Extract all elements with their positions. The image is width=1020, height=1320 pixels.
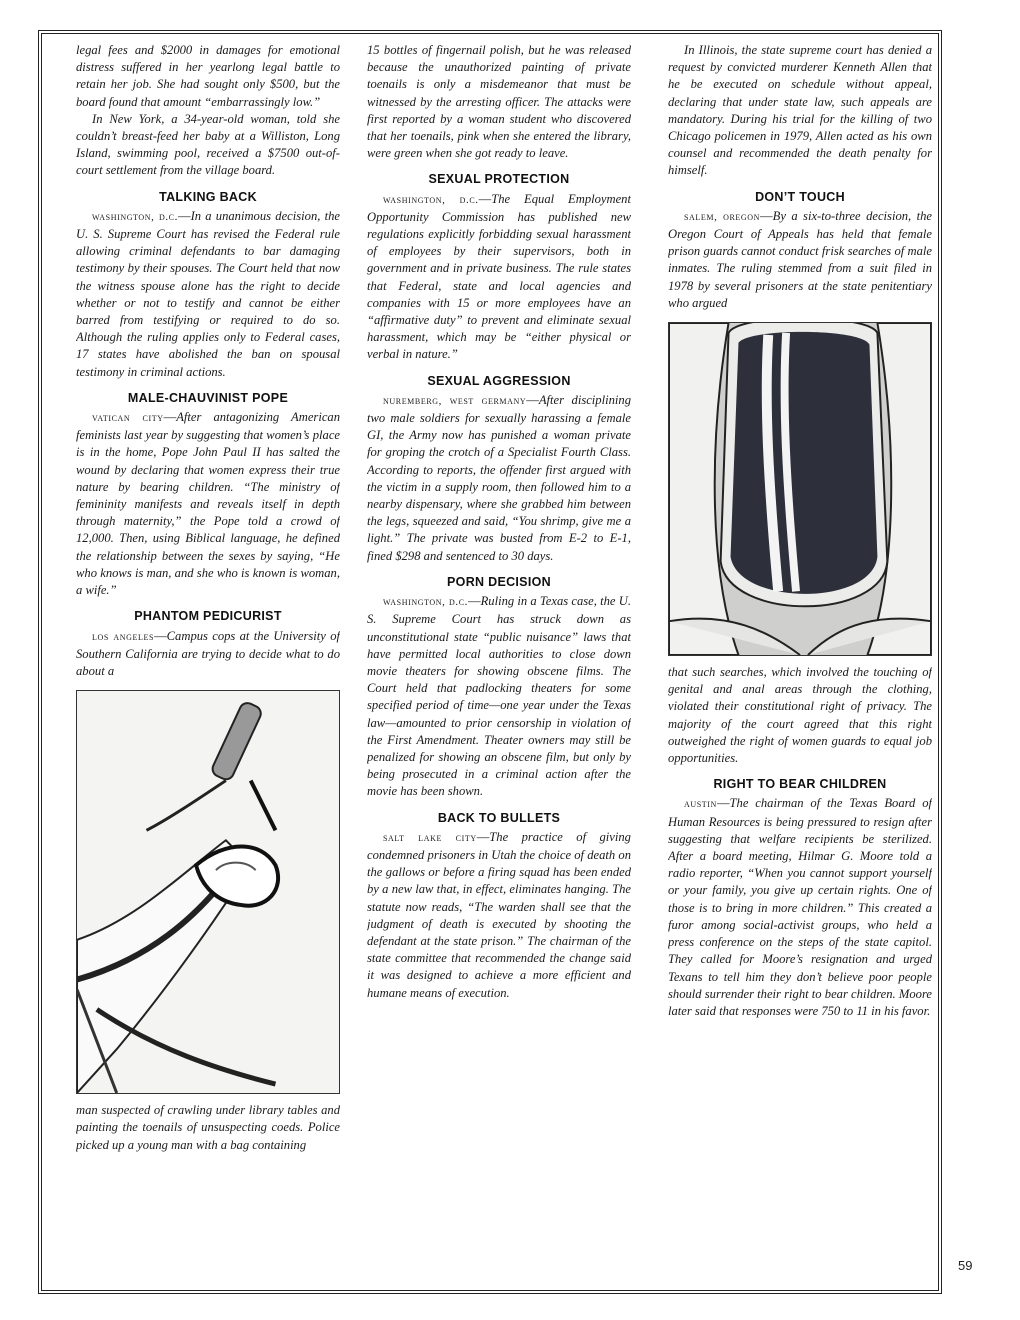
article-heading: DON’T TOUCH [755,189,845,204]
column-3: In Illinois, the state supreme court has denied a request by convicted murderer Kenneth Allen that he be executed on schedule without appeal, declaring that under state law, such appeals are mandatory. During his trial for the killing of two Chicago policemen in 1979, Allen acted as his own counsel and recommended the death penalty for himself. DON’T TOUCH salem, oregon—By a six-to-three decision, the Oregon Court of Appeals has held that female prison guards cannot conduct frisk searches of male inmates. The ruling stemmed from a suit filed in 1978 by several prisoners at the state penitentiary who argued that such searches, which involved the touching of genital and anal areas through the clothing, violated their constitutional right of privacy. The majority of the court agreed that this right outweighed the right of women guards to equal job opportunities. RIGHT TO BEAR CHILDREN austin—The chairman of the Texas Board of Human Resources is being pressured to resign after suggesting that welfare recipients be sterilized. After a board meeting, Hilmar G. Moore told a radio reporter, “When you cannot support yourself or your family, you give up certain rights. One of those is to bring in more children.” This created a furor among social-activist groups, who held a press conference on the steps of the state capitol. They called for Moore’s resignation and urged Texans to tell him they don’t believe poor people should surrender their right to bear children. Moore later said that responses were 750 to 11 in his favor. [668,43,932,1018]
dateline: nuremberg, west germany [383,394,527,407]
article-body: The practice of giving condemned prisoners in Utah the choice of death on the gallows or before a firing squad has been ended by a new law that, in effect, eliminates hanging. The statute now reads, “The warden shall see that the judgment of death is executed by shooting the defendant at the state prison.” The chairman of the state committee that recommended the change said it was designed to achieve a more efficient and humane means of execution. [367,829,631,1000]
column-2: 15 bottles of fingernail polish, but he was released because the unauthorized painting of private toenails is only a misdemeanor that must be witnessed by the arresting officer. The attacks were first reported by a woman student who discovered that her toenails, pink when she entered the library, were green when she got ready to leave. SEXUAL PROTECTION washington, d.c.—The Equal Employment Opportunity Commission has published new regulations explicitly forbidding sexual harassment of employees by their supervisors, both in government and in private business. The rule states that Federal, state and local agencies and companies with 15 or more employees have an “affirmative duty” to prevent and eliminate sexual harassment, which may be “either physical or verbal in nature.” SEXUAL AGGRESSION nuremberg, west germany—After disciplining two male soldiers for sexually harassing a female GI, the Army now has punished a woman private for groping the crotch of a Specialist Fourth Class. According to reports, the offender first argued with the victim in a supply room, then followed him to a nearby dispensary, where she grabbed him between the legs, squeezed and said, “You shrimp, give me a light.” The private was busted from E-2 to E-1, fined $298 and sentenced to 30 days. PORN DECISION washington, d.c.—Ruling in a Texas case, the U. S. Supreme Court has struck down as unconstitutional state “public nuisance” laws that have permitted local authorities to close down movie theaters for showing obscene films. The Court held that padlocking theaters for some specified period of time—one year under the Texas law—amounted to prior censorship in violation of the First Amendment. Theater owners may still be penalized for showing an obscene film, but only by being prosecuted in a criminal action after the movie has been shown. BACK TO BULLETS salt lake city—The practice of giving condemned prisoners in Utah the choice of death on the gallows or before a firing squad has been ended by a new law that, in effect, eliminates hanging. The statute now reads, “The warden shall see that the judgment of death is executed by shooting the defendant at the state prison.” The chairman of the state committee that recommended the change said it was designed to achieve a more efficient and humane means of execution. [367,43,631,1000]
article-body: The Equal Employment Opportunity Commission has published new regulations explicitly forbidding sexual harassment of employees by their supervisors, both in government and in private business. The rule states that Federal, state and local agencies and companies with 15 or more employees have an “affirmative duty” to prevent and eliminate sexual harassment, which may be “either physical or verbal in nature.” [367,191,631,362]
article-body: The chairman of the Texas Board of Human Resources is being pressured to resign after suggesting that welfare recipients be sterilized. After a board meeting, Hilmar G. Moore told a radio reporter, “When you cannot support yourself or your family, you give up certain rights. One of those is to bring in more children.” This created a furor among social-activist groups, who held a press conference on the steps of the state capitol. They called for Moore’s resignation and urged Texans to tell him they don’t believe poor people should surrender their right to bear children. Moore later said that responses were 750 to 11 in his favor. [668,796,932,1018]
dateline: salt lake city [383,831,477,844]
dateline: washington, d.c. [92,210,178,223]
nail-polish-illustration [76,690,340,1094]
dateline: austin [684,798,717,811]
article-heading: PORN DECISION [447,574,551,589]
article-body: After disciplining two male soldiers for sexually harassing a female GI, the Army now has punished a woman private for groping the crotch of a Specialist Fourth Class. According to reports, the offender first argued with the victim in a supply room, then followed him to a nearby dispensary, where she grabbed him between the legs, squeezed and said, “You shrimp, give me a light.” The private was busted from E-2 to E-1, fined $298 and sentenced to 30 days. [367,392,631,563]
article-body: By a six-to-three decision, the Oregon Court of Appeals has held that female prison guards cannot conduct frisk searches of male inmates. The ruling stemmed from a suit filed in 1978 by several prisoners at the state penitentiary who argued [668,208,932,310]
article-body: 15 bottles of fingernail polish, but he was released because the unauthorized painting of private toenails is only a misdemeanor that must be witnessed by the arresting officer. The attacks were first reported by a woman student who discovered that her toenails, pink when she entered the library, were green when she got ready to leave. [367,43,631,161]
article-heading: RIGHT TO BEAR CHILDREN [713,777,887,792]
article-heading: SEXUAL AGGRESSION [427,373,571,388]
dateline: los angeles [92,630,155,643]
article-heading: TALKING BACK [159,189,257,204]
article-body: Ruling in a Texas case, the U. S. Supreme Court has struck down as unconstitutional state “public nuisance” laws that have permitted local authorities to close down movie theaters for showing obscene films. The Court held that padlocking theaters for some specified period of time—one year under the Texas law—amounted to prior censorship in violation of the First Amendment. Theater owners may still be penalized for showing an obscene film, but only by being prosecuted in a criminal action after the movie has been shown. [367,594,631,799]
dateline: salem, oregon [684,210,761,223]
intro-paragraph: legal fees and $2000 in damages for emotional distress suffered in her yearlong legal battle to retain her job. She had sought only $500, but the board found that amount “embarrassingly low.” [76,43,340,109]
column-1: legal fees and $2000 in damages for emotional distress suffered in her yearlong legal battle to retain her job. She had sought only $500, but the board found that amount “embarrassingly low.” In New York, a 34-year-old woman, told she couldn’t breast-feed her baby at a Williston, Long Island, swimming pool, received a $7500 out-of-court settlement from the village board. TALKING BACK washington, d.c.—In a unanimous decision, the U. S. Supreme Court has revised the Federal rule allowing criminal defendants to bar damaging testimony by their spouses. The Court held that now the witness spouse alone has the right to decide whether or not to testify and cannot be either barred from testifying or required to do so. Although the ruling applies only to Federal cases, 17 states have abolished the ban on spousal testimony in criminal actions. MALE-CHAUVINIST POPE vatican city—After antagonizing American feminists last year by suggesting that women’s place is in the home, Pope John Paul II has salted the wound by declaring that women express their true nature by bearing children. “The ministry of femininity manifests and reveals itself in depth through maternity,” the Pope told a crowd of 12,000. Then, using Biblical language, he defined the relationship between the sexes by saying, “He who knows is man, and she who is known is woman, a wife.” PHANTOM PEDICURIST los angeles—Campus cops at the University of Southern California are trying to decide what to do about a man suspected of crawling under library tables and painting the toenails of unsuspecting coeds. Police picked up a young man with a bag containing [76,42,340,1242]
article-body: man suspected of crawling under library tables and painting the toenails of unsuspecting coeds. Police picked up a young man with a bag containing [76,1103,340,1152]
article-heading: PHANTOM PEDICURIST [134,609,282,624]
dateline: washington, d.c. [383,596,468,609]
article-body: In Illinois, the state supreme court has denied a request by convicted murderer Kenneth Allen that he be executed on schedule without appeal, declaring that under state law, such appeals are mandatory. During his trial for the killing of two Chicago policemen in 1979, Allen acted as his own counsel and recommended the death penalty for himself. [668,43,932,178]
article-heading: BACK TO BULLETS [437,810,561,825]
dateline: washington, d.c. [383,193,479,206]
article-heading: MALE-CHAUVINIST POPE [127,390,289,405]
article-heading: SEXUAL PROTECTION [428,172,570,187]
article-body: After antagonizing American feminists last year by suggesting that women’s place is in the home, Pope John Paul II has salted the wound by declaring that women express their true nature by bearing children. “The ministry of femininity manifests and reveals itself in depth through maternity,” the Pope told a crowd of 12,000. Then, using Biblical language, he defined the relationship between the sexes by saying, “He who knows is man, and she who is known is woman, a wife.” [76,410,340,598]
page-number: 59 [958,1258,973,1273]
intro-paragraph: In New York, a 34-year-old woman, told she couldn’t breast-feed her baby at a Williston, Long Island, swimming pool, received a $7500 out-of-court settlement from the village board. [76,111,340,178]
article-body: Campus cops at the University of Southern California are trying to decide what to do about a [76,628,340,678]
fingernail-illustration [668,322,932,656]
article-body: In a unanimous decision, the U. S. Supreme Court has revised the Federal rule allowing criminal defendants to bar damaging testimony by their spouses. The Court held that now the witness spouse alone has the right to decide whether or not to testify and cannot be either barred from testifying or required to do so. Although the ruling applies only to Federal cases, 17 states have abolished the ban on spousal testimony in criminal actions. [76,208,340,379]
dateline: vatican city [92,412,164,425]
article-body: that such searches, which involved the touching of genital and anal areas through the clothing, violated their constitutional right of privacy. The majority of the court agreed that this right outweighed the right of women guards to equal job opportunities. [668,665,932,766]
